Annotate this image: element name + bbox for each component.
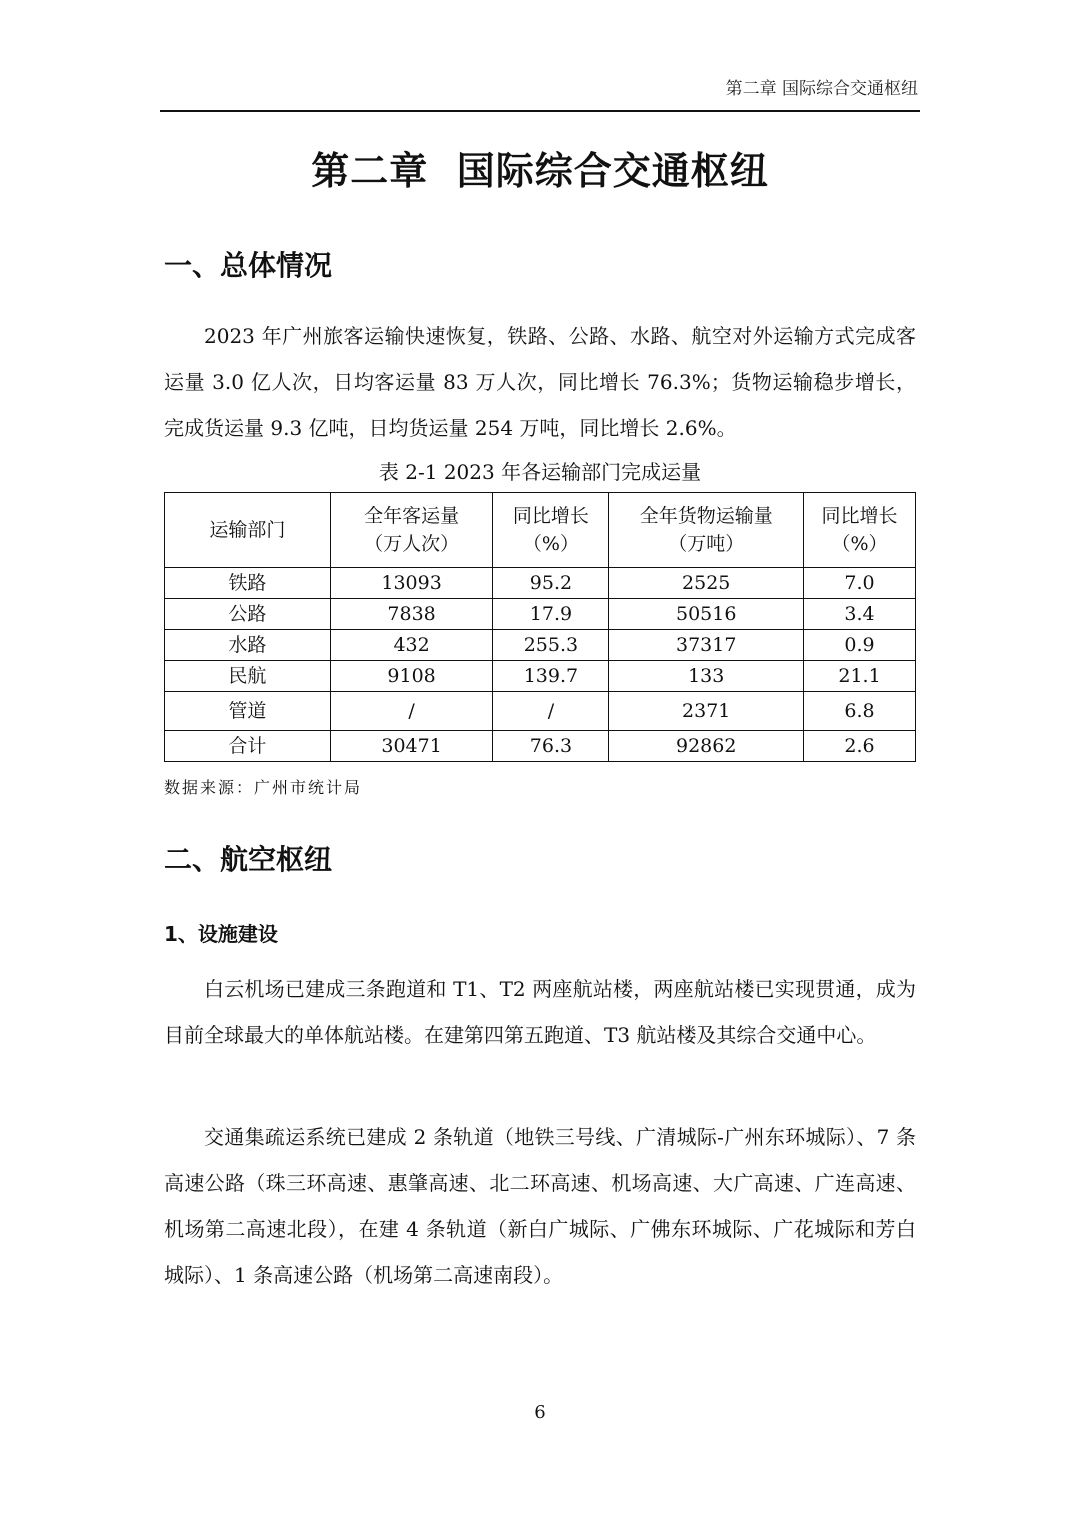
header-cell-unit: （%）	[522, 533, 579, 555]
table-cell: 255.3	[493, 630, 609, 661]
table-cell: 92862	[609, 731, 804, 762]
header-cell-unit: （万人次）	[364, 533, 460, 555]
table-cell: 公路	[165, 599, 331, 630]
table-row	[165, 568, 916, 599]
header-cell-label: 全年货物运输量	[639, 505, 773, 527]
table-cell: 9108	[330, 661, 493, 692]
table-row	[165, 692, 916, 731]
table-cell: 13093	[330, 568, 493, 599]
page-number: 6	[534, 1402, 546, 1423]
table-cell: 2525	[609, 568, 804, 599]
table-cell: 3.4	[804, 599, 916, 630]
header-rule	[160, 110, 920, 112]
transport-system-paragraph: 交通集疏运系统已建成 2 条轨道（地铁三号线、广清城际-广州东环城际）、7 条高速公路（珠三环高速、惠肇高速、北二环高速、机场高速、大广高速、广连高速、机场第二高速北段），在建 4 条轨道（新白广城际、广佛东环城际、广花城际和芳白城际）、1 条高速公路（机场第二高速南段）。	[164, 1125, 916, 1287]
table-row-total	[165, 731, 916, 762]
section-heading-aviation-hub: 二、航空枢纽	[164, 843, 333, 876]
table-cell: 30471	[330, 731, 493, 762]
table-row	[165, 661, 916, 692]
table-cell: 21.1	[804, 661, 916, 692]
header-cell-label: 全年客运量	[364, 505, 460, 527]
table-cell: 2.6	[804, 731, 916, 762]
table-cell: 50516	[609, 599, 804, 630]
table-cell: 民航	[165, 661, 331, 692]
table-cell: 139.7	[493, 661, 609, 692]
transport-volume-table	[164, 492, 916, 762]
overview-paragraph: 2023 年广州旅客运输快速恢复，铁路、公路、水路、航空对外运输方式完成客运量 3.0 亿人次，日均客运量 83 万人次，同比增长 76.3%；货物运输稳步增长，完成货运量 9.3 亿吨，日均货运量 254 万吨，同比增长 2.6%。	[164, 324, 916, 440]
header-cell-freight-volume	[609, 493, 804, 568]
section-heading-overview: 一、总体情况	[164, 249, 333, 282]
table-cell: 432	[330, 630, 493, 661]
table-cell: 铁路	[165, 568, 331, 599]
table-caption: 表 2-1 2023 年各运输部门完成运量	[378, 460, 702, 484]
header-cell-freight-growth	[804, 493, 916, 568]
table-cell: 2371	[609, 692, 804, 731]
table-cell: 水路	[165, 630, 331, 661]
table-header-row	[165, 493, 916, 568]
table-cell: 管道	[165, 692, 331, 731]
table-cell: 7.0	[804, 568, 916, 599]
table-row	[165, 630, 916, 661]
table-cell: /	[493, 692, 609, 731]
table-cell: 17.9	[493, 599, 609, 630]
header-cell-passenger-growth	[493, 493, 609, 568]
header-cell-label: 同比增长	[821, 505, 898, 527]
facilities-paragraph: 白云机场已建成三条跑道和 T1、T2 两座航站楼，两座航站楼已实现贯通，成为目前全球最大的单体航站楼。在建第四第五跑道、T3 航站楼及其综合交通中心。	[164, 977, 916, 1047]
table-cell: 7838	[330, 599, 493, 630]
header-cell-unit: （万吨）	[668, 533, 745, 555]
table-cell: 76.3	[493, 731, 609, 762]
table-cell: 95.2	[493, 568, 609, 599]
header-cell-department	[165, 493, 331, 568]
header-cell-unit: （%）	[831, 533, 888, 555]
table-cell: /	[330, 692, 493, 731]
table-source-note: 数据来源：广州市统计局	[164, 778, 363, 797]
header-cell-passenger-volume	[330, 493, 493, 568]
running-header: 第二章 国际综合交通枢纽	[725, 79, 918, 99]
header-cell-label: 同比增长	[512, 505, 589, 527]
header-cell-label: 运输部门	[209, 519, 286, 541]
table-cell: 133	[609, 661, 804, 692]
table-cell: 合计	[165, 731, 331, 762]
table-cell: 0.9	[804, 630, 916, 661]
table-cell: 6.8	[804, 692, 916, 731]
sub-heading-facilities: 1、设施建设	[164, 922, 278, 946]
table-row	[165, 599, 916, 630]
chapter-title: 第二章 国际综合交通枢纽	[311, 149, 769, 193]
table-cell: 37317	[609, 630, 804, 661]
